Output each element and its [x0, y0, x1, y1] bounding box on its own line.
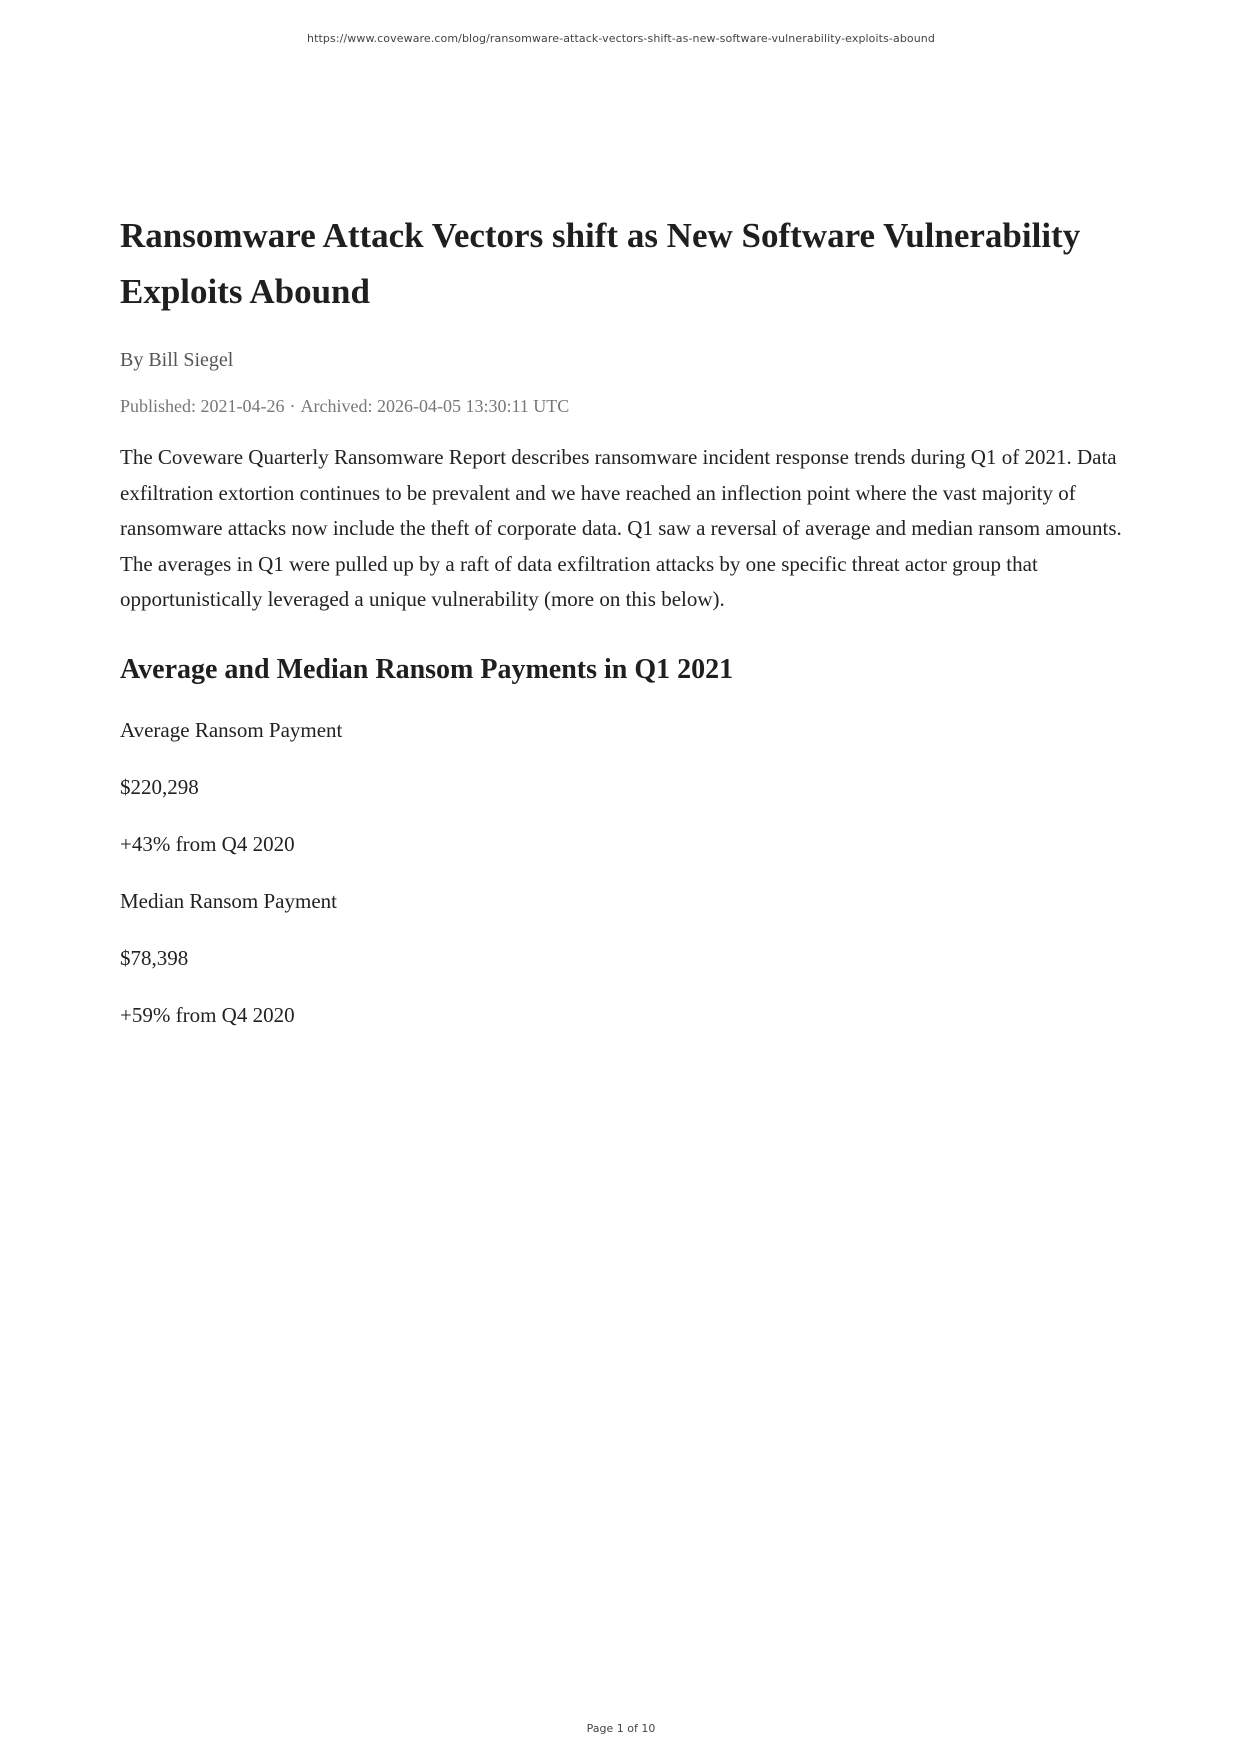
- source-url: https://www.coveware.com/blog/ransomware-attack-vectors-shift-as-new-software-vulnerability-exploits-abound: [307, 32, 935, 45]
- article-meta: [120, 394, 1130, 418]
- median-payment-change: +59% from Q4 2020: [120, 1002, 295, 1027]
- archived-date: Archived: 2026-04-05 13:30:11 UTC: [300, 396, 570, 416]
- ransom-stats: [120, 716, 1130, 1029]
- section-heading: Average and Median Ransom Payments in Q1 2021: [120, 653, 734, 685]
- average-payment-label: Average Ransom Payment: [120, 717, 343, 742]
- published-date: Published: 2021-04-26: [120, 396, 285, 416]
- page-indicator: Page 1 of 10: [586, 1722, 656, 1735]
- article-byline: By Bill Siegel: [120, 349, 234, 371]
- average-payment-value: $220,298: [120, 774, 199, 799]
- article-title: Ransomware Attack Vectors shift as New Software Vulnerability Exploits Abound: [120, 216, 1081, 311]
- average-payment-change: +43% from Q4 2020: [120, 831, 295, 856]
- median-payment-value: $78,398: [120, 945, 189, 970]
- meta-separator: ·: [289, 396, 296, 416]
- intro-paragraph: The Coveware Quarterly Ransomware Report describes ransomware incident response trends during Q1 of 2021. Data exfiltration extortion continues to be prevalent and we have reached an inflection point where the vast majority of ransomware attacks now include the theft of corporate data. Q1 saw a reversal of average and median ransom amounts. The averages in Q1 were pulled up by a raft of data exfiltration attacks by one specific threat actor group that opportunistically leveraged a unique vulnerability (more on this below).: [120, 445, 1122, 611]
- median-payment-label: Median Ransom Payment: [120, 888, 337, 913]
- article: [120, 208, 1130, 1058]
